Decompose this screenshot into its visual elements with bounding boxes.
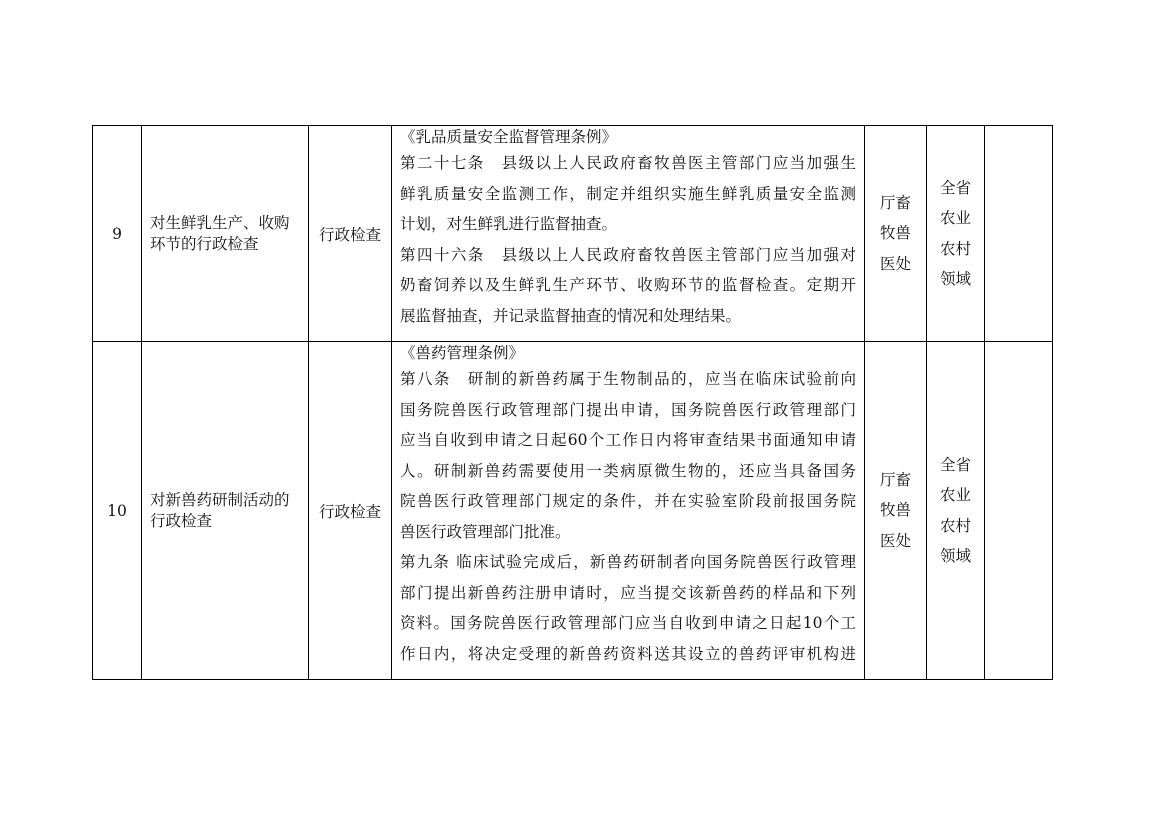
basis-line: 奶畜饲养以及生鲜乳生产环节、收购环节的监督检查。定期开 xyxy=(400,276,856,294)
basis-line: 《兽药管理条例》 xyxy=(400,344,525,362)
basis-line: 《乳品质量安全监督管理条例》 xyxy=(400,128,618,146)
scope-line: 农业 xyxy=(939,486,971,504)
item-number: 9 xyxy=(93,126,142,342)
department xyxy=(865,126,927,342)
regulation-table xyxy=(92,125,1053,680)
basis-line: 展监督抽查，并记录监督抽查的情况和处理结果。 xyxy=(400,306,742,325)
empty-cell xyxy=(985,126,1053,342)
basis-line: 应当自收到申请之日起60个工作日内将审查结果书面通知申请 xyxy=(400,431,856,449)
basis-line: 作日内，将决定受理的新兽药资料送其设立的兽药评审机构进 xyxy=(400,644,856,663)
legal-basis xyxy=(392,126,865,342)
scope-line: 全省 xyxy=(939,455,971,474)
department-line: 厅畜 xyxy=(879,193,911,212)
basis-line: 兽医行政管理部门批准。 xyxy=(400,522,571,541)
department-line: 医处 xyxy=(879,254,911,273)
scope-line: 农村 xyxy=(939,516,971,535)
scope-line: 全省 xyxy=(939,178,971,197)
table-row xyxy=(93,342,1053,680)
scope xyxy=(927,342,985,680)
basis-line: 院兽医行政管理部门规定的条件，并在实验室阶段前报国务院 xyxy=(400,492,856,510)
basis-line: 部门提出新兽药注册申请时，应当提交该新兽药的样品和下列 xyxy=(400,583,856,602)
item-name-line: 对新兽药研制活动的 xyxy=(150,490,290,509)
empty-cell xyxy=(985,342,1053,680)
basis-line: 资料。国务院兽医行政管理部门应当自收到申请之日起10个工 xyxy=(400,614,856,632)
scope xyxy=(927,126,985,342)
item-name-line: 对生鲜乳生产、收购 xyxy=(150,213,290,232)
basis-line: 人。研制新兽药需要使用一类病原微生物的，还应当具备国务 xyxy=(400,461,856,480)
scope-line: 领域 xyxy=(939,547,971,565)
item-type: 行政检查 xyxy=(309,126,392,342)
basis-line: 第二十七条 县级以上人民政府畜牧兽医主管部门应当加强生 xyxy=(400,154,856,172)
department-line: 牧兽 xyxy=(879,224,911,243)
basis-line: 国务院兽医行政管理部门提出申请，国务院兽医行政管理部门 xyxy=(400,400,856,419)
table-row xyxy=(93,126,1053,342)
basis-line: 第八条 研制的新兽药属于生物制品的，应当在临床试验前向 xyxy=(400,370,856,388)
item-name-line: 行政检查 xyxy=(150,511,213,530)
scope-line: 农业 xyxy=(939,209,971,227)
department xyxy=(865,342,927,680)
department-line: 牧兽 xyxy=(879,501,911,520)
item-name xyxy=(142,126,309,342)
department-line: 医处 xyxy=(879,531,911,550)
item-number: 10 xyxy=(93,342,142,680)
item-name xyxy=(142,342,309,680)
scope-line: 领域 xyxy=(939,270,971,288)
basis-line: 计划，对生鲜乳进行监督抽查。 xyxy=(400,215,618,233)
item-type: 行政检查 xyxy=(309,342,392,680)
scope-line: 农村 xyxy=(939,239,971,258)
basis-line: 鲜乳质量安全监测工作，制定并组织实施生鲜乳质量安全监测 xyxy=(400,184,856,203)
basis-line: 第四十六条 县级以上人民政府畜牧兽医主管部门应当加强对 xyxy=(400,245,856,264)
department-line: 厅畜 xyxy=(879,470,911,489)
legal-basis xyxy=(392,342,865,680)
item-name-line: 环节的行政检查 xyxy=(150,234,259,253)
basis-line: 第九条 临床试验完成后，新兽药研制者向国务院兽医行政管理 xyxy=(400,553,856,571)
